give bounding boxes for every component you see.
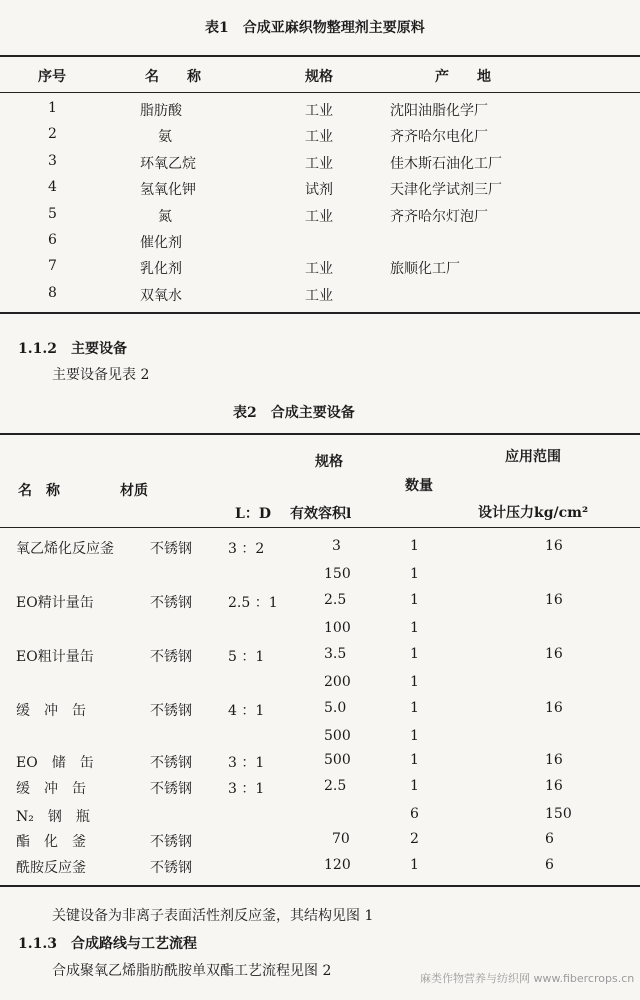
table1-cell-name: 双氧水 [140,287,182,304]
table2-cell-material: 不锈钢 [150,781,192,797]
table2-cell-volume: 3 [332,538,341,554]
table2-cell-material: 不锈钢 [150,703,192,719]
table1-cell-index: 8 [48,284,57,301]
table2-cell-volume: 70 [332,831,350,847]
table2-cell-quantity: 1 [410,700,419,716]
footer-text: 关键设备为非离子表面活性剂反应釜，其结构见图 1 [52,908,374,924]
table1-cell-spec: 工业 [305,261,333,278]
table2-cell-volume: 200 [324,674,351,690]
table2-cell-material: 不锈钢 [150,755,192,771]
table2-cell-name: 缓 冲 缶 [16,781,86,797]
table2-cell-volume: 2.5 [324,778,347,794]
table2-cell-quantity: 1 [410,728,419,744]
table1-cell-name: 脂肪酸 [140,103,182,119]
table1-cell-origin: 旅顺化工厂 [390,261,460,278]
table1-cell-index: 7 [48,258,57,275]
table2-header-material: 材质 [120,483,148,499]
table2-cell-ratio: 5 ：1 [228,649,265,665]
table2-cell-material: 不锈钢 [150,860,192,876]
table1-cell-name: 乳化剂 [140,261,182,278]
table2-cell-pressure: 150 [545,806,572,822]
table1-cell-index: 4 [48,179,57,196]
table2-cell-name: N₂ 钢 瓶 [16,809,90,825]
table2-cell-pressure: 16 [545,592,563,608]
table1-cell-index: 5 [48,205,57,222]
table2-header-pressure: 设计压力kg/cm² [478,505,589,521]
table1-cell-index: 2 [48,126,57,143]
table2-cell-quantity: 1 [410,566,419,582]
table1-header-spec: 规格 [305,69,333,85]
table2-cell-volume: 100 [324,620,351,636]
table2-cell-pressure: 6 [545,857,554,873]
table1-cell-origin: 齐齐哈尔灯泡厂 [390,208,488,225]
table1-bottom-rule [0,312,640,314]
table2-cell-name: EO精计量缶 [16,595,94,611]
table1-top-rule [0,55,640,57]
table2-cell-quantity: 6 [410,806,419,822]
table1-cell-spec: 工业 [305,287,333,304]
table1-cell-name: 氨 [158,129,172,146]
table2-cell-name: EO 储 缶 [16,755,94,771]
table2-cell-quantity: 1 [410,778,419,794]
table2-cell-ratio: 4 ：1 [228,703,265,719]
table2-cell-material: 不锈钢 [150,541,192,557]
table2-cell-ratio: 3 ：2 [228,541,265,557]
table2-cell-quantity: 1 [410,752,419,768]
table2-cell-name: 酰胺反应釜 [16,860,86,876]
table1-header-index: 序号 [38,69,66,85]
table1-cell-spec: 工业 [305,103,333,119]
table2-cell-ratio: 3 ：1 [228,755,265,771]
table2-cell-quantity: 1 [410,538,419,554]
table2-cell-quantity: 1 [410,592,419,608]
table2-cell-volume: 120 [324,857,351,873]
table2-cell-volume: 500 [324,752,351,768]
table2-bottom-rule [0,885,640,887]
table2-header-spec: 规格 [315,454,343,470]
table1-cell-origin: 沈阳油脂化学厂 [390,103,488,119]
table2-cell-pressure: 16 [545,700,563,716]
table2-cell-ratio: 2.5 ：1 [228,595,278,611]
table2-cell-pressure: 16 [545,538,563,554]
table2-cell-name: 酯 化 釜 [16,834,86,850]
table2-cell-pressure: 16 [545,752,563,768]
table2-header-ratio: L：D [235,506,271,522]
table2-cell-material: 不锈钢 [150,834,192,850]
table2-header-rule [0,527,640,528]
table1-cell-spec: 工业 [305,129,333,146]
table2-top-rule [0,433,640,435]
table2-caption: 表2 合成主要设备 [233,405,355,421]
table2-cell-material: 不锈钢 [150,595,192,611]
table1-cell-name: 催化剂 [140,235,182,251]
table1-header-name: 名 称 [145,69,201,85]
table2-cell-name: 缓 冲 缶 [16,703,86,719]
table2-cell-volume: 5.0 [324,700,347,716]
table2-cell-volume: 2.5 [324,592,347,608]
table1-cell-origin: 天津化学试剂三厂 [390,182,502,199]
table2-cell-material: 不锈钢 [150,649,192,665]
table2-header-quantity: 数量 [405,478,433,494]
table1-cell-origin: 齐齐哈尔电化厂 [390,129,488,146]
section-112-text: 主要设备见表 2 [52,367,150,383]
table2-cell-quantity: 2 [410,831,419,847]
table2-cell-quantity: 1 [410,674,419,690]
table2-cell-name: 氧乙烯化反应釜 [16,541,114,557]
table2-cell-ratio: 3 ：1 [228,781,265,797]
table2-cell-pressure: 16 [545,778,563,794]
table2-cell-volume: 3.5 [324,646,347,662]
table2-cell-pressure: 6 [545,831,554,847]
table1-header-origin: 产 地 [435,69,491,85]
table2-cell-volume: 150 [324,566,351,582]
table1-cell-index: 1 [48,100,57,116]
table1-cell-index: 6 [48,232,57,248]
section-113-heading: 1.1.3 合成路线与工艺流程 [18,936,197,952]
table2-header-range: 应用范围 [505,449,561,465]
table2-cell-pressure: 16 [545,646,563,662]
table2-cell-volume: 500 [324,728,351,744]
table2-header-name: 名 称 [18,483,60,499]
table1-cell-name: 氢氧化钾 [140,182,196,199]
section-112-heading: 1.1.2 主要设备 [18,341,127,357]
table1-cell-origin: 佳木斯石油化工厂 [390,155,502,172]
table1-cell-spec: 工业 [305,155,333,172]
table1-header-rule [0,92,640,93]
table1-caption: 表1 合成亚麻织物整理剂主要原料 [205,20,425,36]
table2-header-volume: 有效容积l [290,506,352,522]
table2-cell-quantity: 1 [410,857,419,873]
section-113-text: 合成聚氧乙烯脂肪酰胺单双酯工艺流程见图 2 [52,963,332,979]
table1-cell-name: 氮 [158,208,172,225]
table1-cell-index: 3 [48,152,57,169]
table1-cell-spec: 试剂 [305,182,333,199]
table1-cell-name: 环氧乙烷 [140,155,196,172]
table1-cell-spec: 工业 [305,208,333,225]
table2-cell-name: EO粗计量缶 [16,649,94,665]
table2-cell-quantity: 1 [410,620,419,636]
watermark: 麻类作物营养与纺织网 www.fibercrops.cn [420,972,635,985]
table2-cell-quantity: 1 [410,646,419,662]
